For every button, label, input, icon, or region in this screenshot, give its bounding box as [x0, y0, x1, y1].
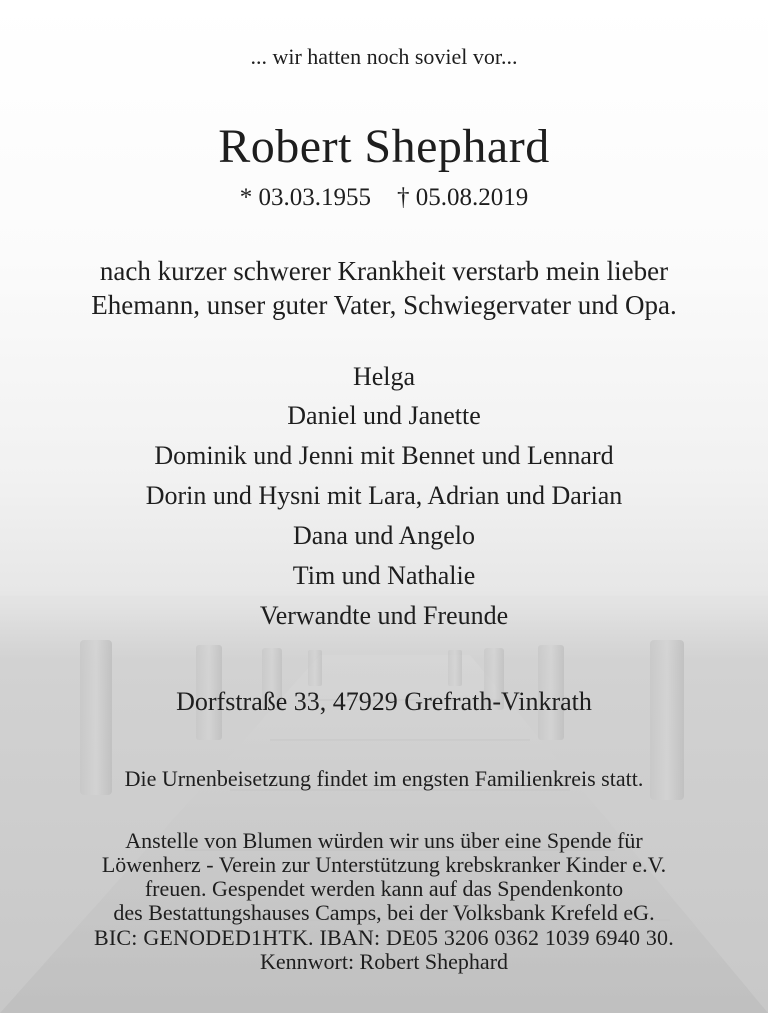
donation-line: Anstelle von Blumen würden wir uns über eine Spende für: [125, 828, 643, 853]
announcement-line-1: nach kurzer schwerer Krankheit verstarb mein lieber: [99, 256, 669, 286]
death-date: † 05.08.2019: [397, 184, 529, 211]
life-dates: [0, 184, 768, 212]
mourner-line: Dominik und Jenni mit Bennet und Lennard: [154, 441, 614, 470]
announcement-line-2: Ehemann, unser guter Vater, Schwiegervater und Opa.: [91, 290, 677, 320]
donation-line: Löwenherz - Verein zur Unterstützung krebskranker Kinder e.V.: [101, 852, 667, 877]
mourner-line: Dorin und Hysni mit Lara, Adrian und Darian: [145, 481, 623, 510]
mourner-line: Tim und Nathalie: [292, 561, 476, 590]
donation-line: des Bestattungshauses Camps, bei der Volksbank Krefeld eG.: [113, 900, 655, 925]
deceased-name: Robert Shephard: [218, 120, 550, 173]
password-line: Kennwort: Robert Shephard: [259, 949, 509, 974]
donation-line: freuen. Gespendet werden kann auf das Spendenkonto: [144, 876, 624, 901]
mourner-line: Daniel und Janette: [287, 401, 481, 430]
bank-details-line: BIC: GENODED1HTK. IBAN: DE05 3206 0362 1039 6940 30.: [94, 925, 674, 950]
burial-note: Die Urnenbeisetzung findet im engsten Familienkreis statt.: [124, 766, 644, 791]
family-address: Dorfstraße 33, 47929 Grefrath-Vinkrath: [176, 687, 592, 716]
mourner-line: Helga: [352, 362, 416, 391]
mourner-line: Dana und Angelo: [293, 521, 475, 550]
motto-line: ... wir hatten noch soviel vor...: [250, 44, 518, 69]
mourner-line: Verwandte und Freunde: [259, 601, 509, 630]
birth-date: * 03.03.1955: [239, 184, 371, 211]
